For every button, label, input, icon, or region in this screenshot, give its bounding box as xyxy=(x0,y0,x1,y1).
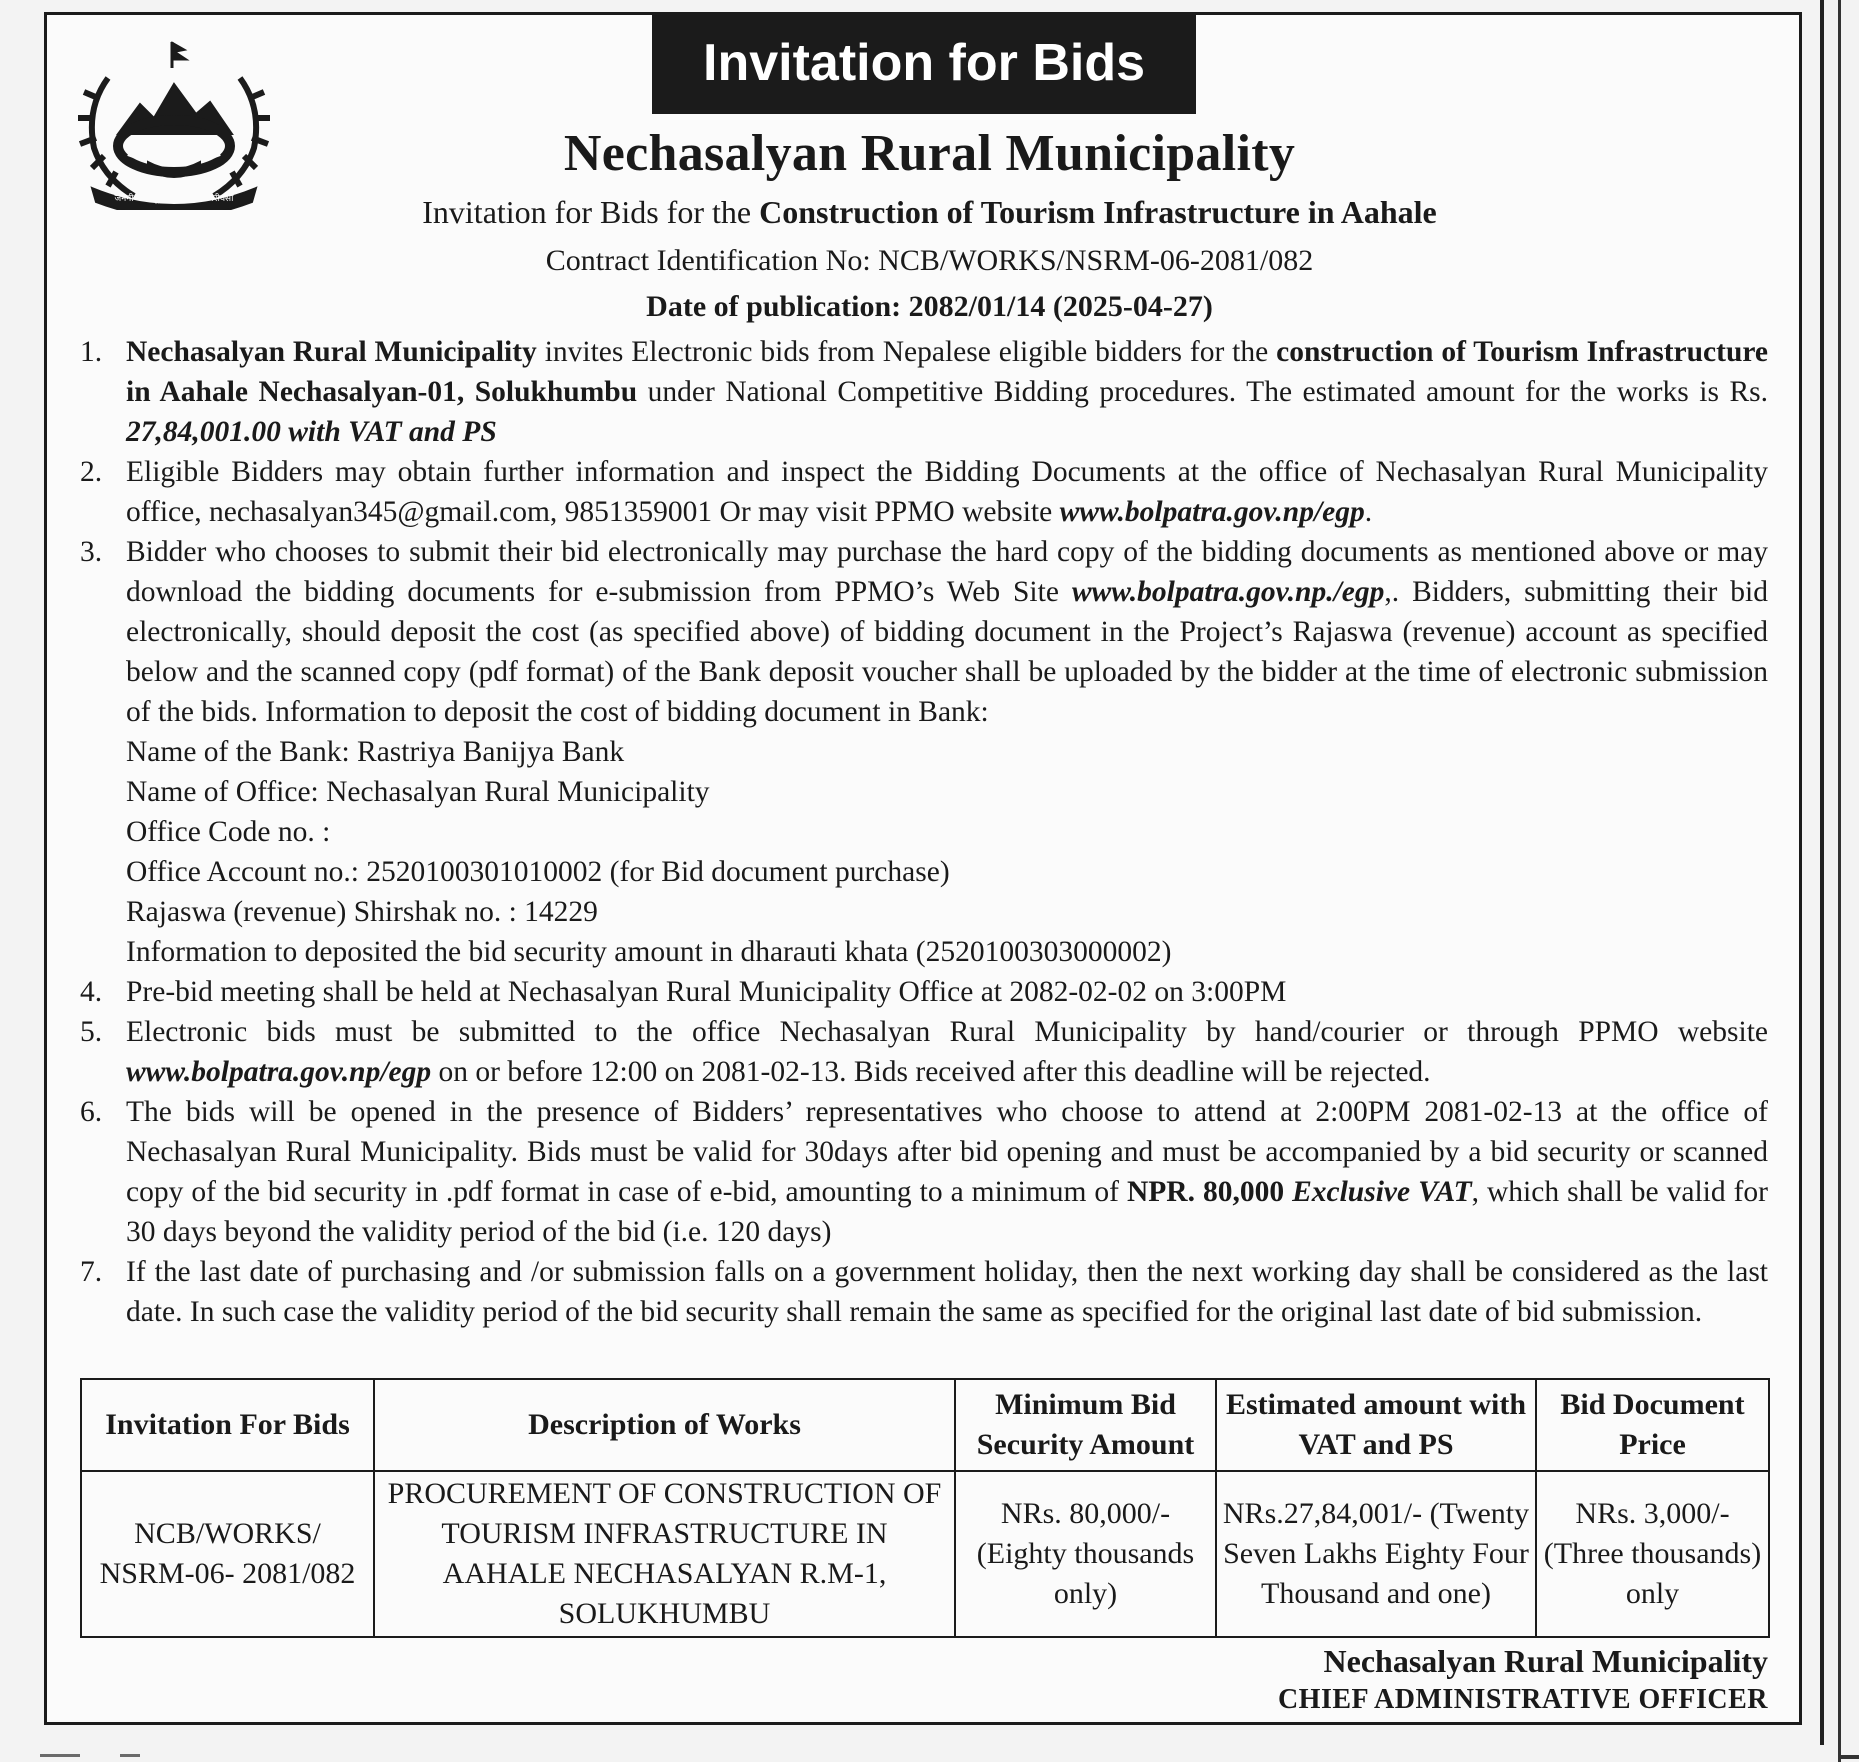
clause-7 xyxy=(80,1252,1768,1332)
clause-org: Nechasalyan Rural Municipality xyxy=(126,336,537,368)
office-account: Office Account no.: 2520100301010002 (for Bid document purchase) xyxy=(126,856,950,888)
contract-identification: Contract Identification No: NCB/WORKS/NSRM-06-2081/082 xyxy=(545,244,1314,277)
clause-text xyxy=(126,332,1768,452)
clause-number: 2. xyxy=(80,456,103,488)
clause-part: on or before 12:00 on 2081-02-13. Bids received after this deadline will be rejected. xyxy=(431,1056,1431,1088)
clause-part: under National Competitive Bidding procedures. The estimated amount for the works is Rs. xyxy=(637,376,1768,408)
clause-part: Bidder who chooses to submit their bid electronically may purchase the hard copy of the bidding documents as mentioned above or may download the bidding documents for e-submission from PPMO’s Web Site xyxy=(126,536,1768,608)
clause-part: ,. Bidders, submitting their bid electronically, should deposit the cost (as specified above) of bidding document in the Project’s Rajaswa (revenue) account as specified below and the scanned copy (pdf format) of the Bank deposit voucher shall be uploaded by the bidder at the time of electronic submission of the bids. Information to deposit the cost of bidding document in Bank: xyxy=(126,576,1768,728)
bid-summary-table xyxy=(80,1378,1770,1638)
clause-6 xyxy=(80,1092,1768,1252)
office-code: Office Code no. : xyxy=(126,816,331,848)
table-row xyxy=(81,1471,1769,1637)
clause-text xyxy=(126,1092,1768,1252)
clause-number: 4. xyxy=(80,976,103,1008)
clause-part: The bids will be opened in the presence of Bidders’ representatives who choose to attend at 2:00PM 2081-02-13 at the office of Nechasalyan Rural Municipality. Bids must be valid for 30days after bid opening and must be accompanied by a bid security or scanned copy of the bid security in .pdf format in case of e-bid, amounting to a minimum of xyxy=(126,1096,1768,1208)
clause-text xyxy=(126,1012,1768,1092)
clause-number: 1. xyxy=(80,336,103,368)
clause-number: 5. xyxy=(80,1016,103,1048)
table-cell: NRs. 80,000/- (Eighty thousands only) xyxy=(955,1471,1216,1637)
clause-text xyxy=(126,452,1768,532)
dharauti-khata: Information to deposited the bid security amount in dharauti khata (2520100303000002) xyxy=(126,936,1172,968)
clause-4 xyxy=(80,972,1768,1012)
signature-organization: Nechasalyan Rural Municipality xyxy=(1323,1643,1768,1679)
clause-1 xyxy=(80,332,1768,452)
ppmo-link[interactable]: www.bolpatra.gov.np/egp xyxy=(126,1056,432,1088)
clause-part: , which shall be valid for 30 days beyond the validity period of the bid (i.e. 120 days) xyxy=(126,1176,1769,1248)
notice-banner xyxy=(652,12,1196,114)
next-page-fragment xyxy=(120,1754,140,1757)
table-cell: NRs.27,84,001/- (Twenty Seven Lakhs Eighty Four Thousand and one) xyxy=(1216,1471,1536,1637)
clause-text: Pre-bid meeting shall be held at Nechasalyan Rural Municipality Office at 2082-02-02 on 3:00PM xyxy=(126,976,1287,1008)
clause-3 xyxy=(80,532,1768,972)
table-cell: PROCUREMENT OF CONSTRUCTION OF TOURISM INFRASTRUCTURE IN AAHALE NECHASALYAN R.M-1, SOLUKHUMBU xyxy=(374,1471,955,1637)
subtitle-plain: Invitation for Bids for the xyxy=(422,194,752,230)
clause-2 xyxy=(80,452,1768,532)
clause-text xyxy=(126,532,1768,972)
ppmo-link[interactable]: www.bolpatra.gov.np/egp xyxy=(1059,496,1365,528)
column-header: Estimated amount with VAT and PS xyxy=(1216,1379,1536,1471)
table-header-row xyxy=(81,1379,1769,1471)
clause-number: 3. xyxy=(80,536,103,568)
emblem-motto: जननी जन्मभूमिश्च स्वर्गादपि गरीयसी xyxy=(114,194,234,204)
clause-part: . xyxy=(1364,496,1373,528)
column-header: Invitation For Bids xyxy=(81,1379,374,1471)
column-header: Minimum Bid Security Amount xyxy=(955,1379,1216,1471)
column-header: Bid Document Price xyxy=(1536,1379,1769,1471)
publication-date: Date of publication: 2082/01/14 (2025-04-27) xyxy=(646,290,1213,323)
vat-note: Exclusive VAT xyxy=(1292,1176,1472,1208)
clause-project: construction of Tourism Infrastructure in Aahale Nechasalyan-01, Solukhumbu xyxy=(126,336,1769,408)
clause-part: Eligible Bidders may obtain further information and inspect the Bidding Documents at the office of Nechasalyan Rural Municipality office, nechasalyan345@gmail.com, 9851359001 Or may visit PPMO website xyxy=(126,456,1768,528)
clause-number: 6. xyxy=(80,1096,103,1128)
clause-part: Electronic bids must be submitted to the office Nechasalyan Rural Municipality by hand/courier or through PPMO website xyxy=(126,1016,1768,1048)
notice-subtitle xyxy=(0,194,1859,231)
office-name: Name of Office: Nechasalyan Rural Municipality xyxy=(126,776,710,808)
clause-part: invites Electronic bids from Nepalese eligible bidders for the xyxy=(536,336,1277,368)
page-corner-rule xyxy=(1838,1755,1859,1759)
estimated-amount: 27,84,001.00 with VAT and PS xyxy=(126,416,497,448)
clause-text: If the last date of purchasing and /or submission falls on a government holiday, then the next working day shall be considered as the last date. In such case the validity period of the bid security shall remain the same as specified for the original last date of bid submission. xyxy=(126,1256,1768,1328)
ppmo-link[interactable]: www.bolpatra.gov.np./egp xyxy=(1071,576,1385,608)
banner-title: Invitation for Bids xyxy=(703,34,1145,92)
next-page-fragment xyxy=(40,1754,80,1757)
bid-security-amount: NPR. 80,000 xyxy=(1126,1176,1285,1208)
organization-title: Nechasalyan Rural Municipality xyxy=(563,125,1296,182)
table-cell: NCB/WORKS/ NSRM-06- 2081/082 xyxy=(81,1471,374,1637)
bank-name: Name of the Bank: Rastriya Banijya Bank xyxy=(126,736,625,768)
clause-number: 7. xyxy=(80,1256,103,1288)
subtitle-project: Construction of Tourism Infrastructure in Aahale xyxy=(759,194,1437,230)
rajaswa-shirshak: Rajaswa (revenue) Shirshak no. : 14229 xyxy=(126,896,598,928)
signature-title: CHIEF ADMINISTRATIVE OFFICER xyxy=(1277,1684,1768,1715)
table-cell: NRs. 3,000/- (Three thousands) only xyxy=(1536,1471,1769,1637)
column-header: Description of Works xyxy=(374,1379,955,1471)
clause-5 xyxy=(80,1012,1768,1092)
clause-list xyxy=(80,332,1768,1332)
